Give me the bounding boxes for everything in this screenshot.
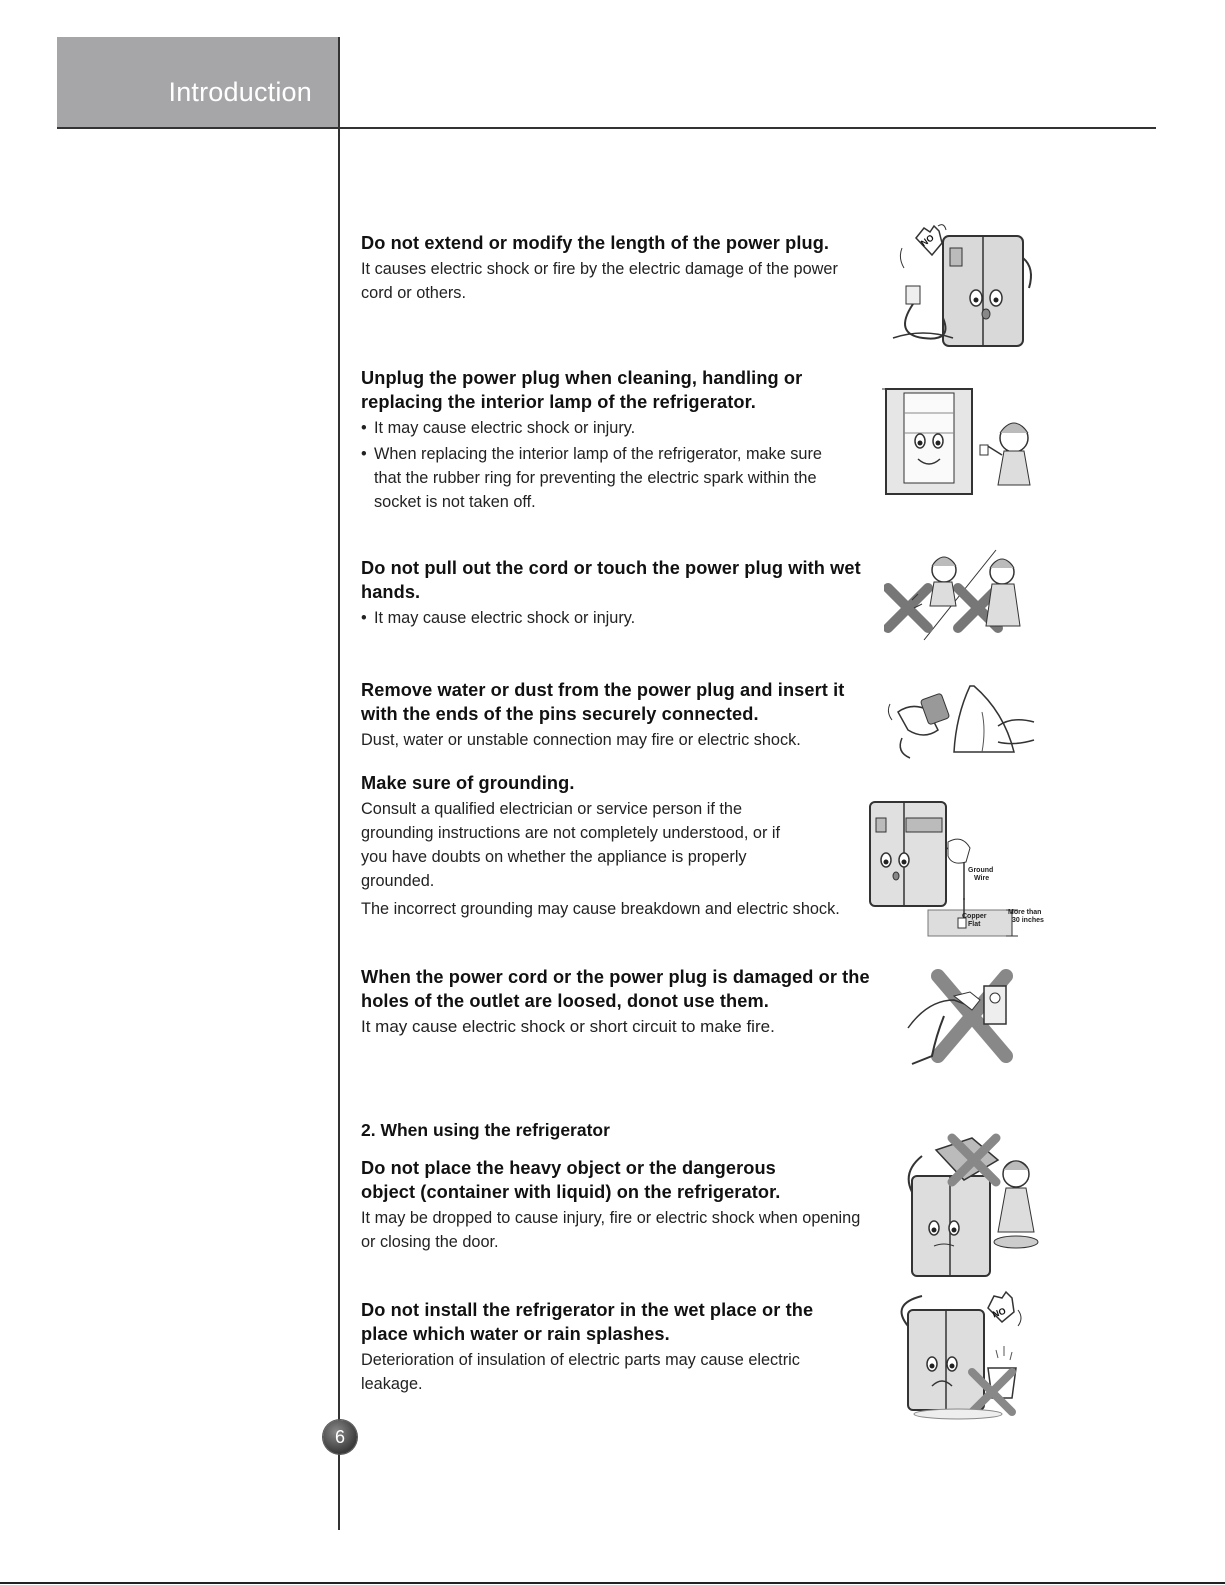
svg-text:More than: More than (1008, 909, 1042, 916)
section-heading: Unplug the power plug when cleaning, handling or replacing the interior lamp of the refrigerator. (361, 368, 803, 412)
warning-heavy-object (361, 1156, 861, 1254)
warning-remove-dust (361, 678, 871, 752)
svg-text:30 inches: 30 inches (1012, 917, 1044, 924)
section-heading: Do not install the refrigerator in the wet place or the place which water or rain splashes. (361, 1300, 814, 1344)
no-hand-icon (916, 226, 942, 255)
section-body: It causes electric shock or fire by the electric damage of the power cord or others. (361, 260, 838, 302)
ground-wire-label: Ground (968, 867, 994, 874)
section-heading: Make sure of grounding. (361, 773, 575, 793)
section-body: The incorrect grounding may cause breakdown and electric shock. (361, 900, 840, 918)
header-rule (57, 127, 1156, 129)
section-body: Dust, water or unstable connection may fire or electric shock. (361, 731, 801, 749)
section-heading: Do not extend or modify the length of the power plug. (361, 233, 830, 253)
illustration-damaged-cord (904, 966, 1024, 1071)
page-number-badge: 6 (323, 1420, 357, 1454)
section-tab (57, 37, 340, 128)
section-body: It may be dropped to cause injury, fire or electric shock when opening or closing the door. (361, 1209, 861, 1251)
illustration-wet-hands (884, 548, 1042, 643)
bullet-item: • It may cause electric shock or injury. (361, 416, 851, 440)
section-heading: When the power cord or the power plug is damaged or the holes of the outlet are loosed, donot use them. (361, 967, 870, 1011)
svg-text:Copper: Copper (962, 913, 987, 920)
section-heading: Do not place the heavy object or the dangerous object (container with liquid) on the refrigerator. (361, 1158, 781, 1202)
section-body: Consult a qualified electrician or service person if the grounding instructions are not completely understood, or if you have doubts on whether the appliance is properly grounded. (361, 800, 781, 890)
illustration-heavy-object (906, 1132, 1051, 1280)
warning-unplug-cleaning (361, 366, 851, 514)
illustration-remove-dust (884, 682, 1039, 762)
section-heading: Remove water or dust from the power plug and insert it with the ends of the pins securely connected. (361, 680, 845, 724)
section-body: Deterioration of insulation of electric parts may cause electric leakage. (361, 1351, 800, 1393)
illustration-grounding (866, 798, 1051, 943)
warning-power-plug-extend (361, 231, 871, 305)
svg-text:NO: NO (990, 1305, 1008, 1320)
svg-text:Wire: Wire (974, 875, 990, 882)
bullet-item: • When replacing the interior lamp of the refrigerator, make sure that the rubber ring for preventing the electric spark within the socket is not taken off. (361, 442, 844, 514)
subsection-using-refrigerator (361, 1118, 871, 1142)
warning-wet-place (361, 1298, 831, 1396)
warning-damaged-cord (361, 965, 871, 1039)
subsection-title: 2. When using the refrigerator (361, 1120, 610, 1140)
warning-wet-hands (361, 556, 866, 630)
svg-text:NO: NO (918, 232, 936, 249)
warning-grounding (361, 771, 841, 921)
margin-rule (338, 37, 340, 1530)
section-body: It may cause electric shock or short circuit to make fire. (361, 1017, 775, 1036)
illustration-unplug-cleaning (882, 383, 1042, 498)
illustration-wet-place (888, 1290, 1038, 1420)
section-heading: Do not pull out the cord or touch the power plug with wet hands. (361, 558, 861, 602)
no-hand-icon (988, 1292, 1014, 1322)
footer-rule (0, 1582, 1225, 1584)
illustration-extend-plug (888, 218, 1038, 348)
section-tab-title: Introduction (168, 77, 312, 107)
svg-text:Flat: Flat (968, 921, 981, 928)
bullet-item: • It may cause electric shock or injury. (361, 606, 866, 630)
